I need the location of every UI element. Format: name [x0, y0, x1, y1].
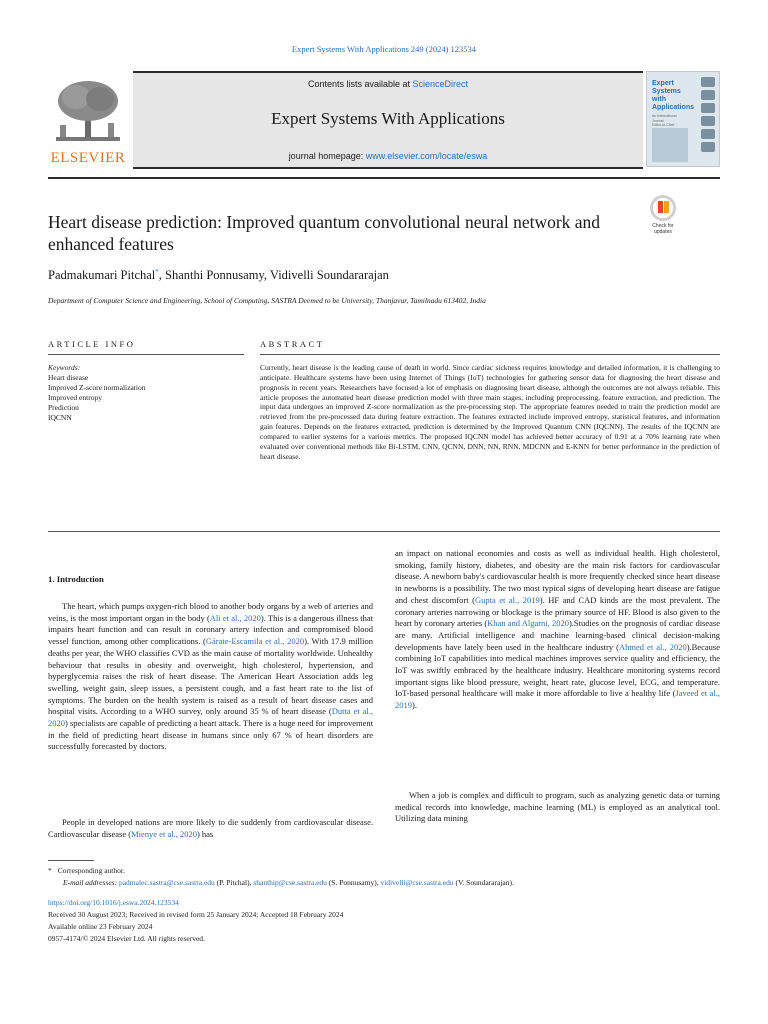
section-heading-introduction: 1. Introduction: [48, 574, 104, 584]
corresponding-author-mark[interactable]: *: [155, 268, 159, 276]
paragraph-text: ). This is a dangerous illness that impairs heart function and can result in coronary artery infection and compromised blood vessel function, among other complications. (: [48, 612, 374, 647]
body-paragraph: [48, 601, 373, 753]
keywords-title: Keywords:: [48, 363, 81, 372]
footnote-divider: [48, 860, 94, 861]
paragraph-text: ). With 17.9 million deaths per year, the WHO classifies CVD as the main cause of mortality worldwide. Unhealthy behaviour that results in obesity and overweight, high cholesterol, hypertension, and hyperglycemia raises the risk of heart disease. The American Heart Association adds leg swelling, weight gain, sleep issues, a persistent cough, and a fast heart rate to the list of symptoms. The burden on the health system is raised as a result of heart disease cases and hospital visits. According to a WHO survey, only around 35 % of heart disease (: [48, 636, 374, 717]
email-link[interactable]: shanthip@cse.sastra.edu: [253, 878, 327, 887]
citation-link[interactable]: Mienye et al., 2020: [131, 828, 197, 839]
received-dates: Received 30 August 2023; Received in revised form 25 January 2024; Accepted 18 February 2024: [48, 910, 344, 919]
author-list: Padmakumari Pitchal*, Shanthi Ponnusamy, Vidivelli Soundararajan: [48, 268, 389, 283]
elsevier-logo[interactable]: [48, 71, 128, 169]
abstract-text: Currently, heart disease is the leading cause of death in world. Since cardiac sickness requires knowledge and detailed information, it is challenging to anticipate. Healthcare systems have been using Internet of Things (IoT) technologies for gathering sensor data for diagnosing the heart disease and prognosis in recent years. Researchers have focused a lot of emphasis on diagnosing heart disease, although the outcomes are not always reliable. This article proposes the automated heart disease prediction model with three main stages, including preprocessing, feature extraction, and prediction. The input data undergoes an improved Z-score normalization as the pre-processing step. The appropriate features needed to train the prediction model are retrieved from the pre-processed data during feature extraction. The features extracted include improved entropy, statistical features, and information gain features. Depends on the features extracted, prediction is determined by the Improved Quantum CNN (IQCNN). The results of the IQCNN are compared to earlier systems for a various metrics. The proposed IQCNN model has achieved better accuracy of 0.91 at a 70% learning rate when evaluated over conventional methods like Bi-LSTM, CNN, QCNN, DNN, NN, RNN, MDCNN and E-KNN for better performance in the prediction of heart disease.: [260, 363, 720, 461]
keyword-item: Improved entropy: [48, 393, 102, 402]
article-title: Heart disease prediction: Improved quantum convolutional neural network and enhanced features: [48, 212, 601, 254]
abstract-rule: [260, 354, 720, 355]
available-online-date: Available online 23 February 2024: [48, 922, 153, 931]
corresponding-label: Corresponding author.: [57, 866, 125, 875]
citation-link[interactable]: Gupta et al., 2019: [474, 594, 540, 605]
abstract-heading: ABSTRACT: [260, 339, 325, 349]
abstract-bottom-rule: [48, 531, 720, 532]
check-for-updates-button[interactable]: [646, 195, 680, 235]
keywords-block: [48, 363, 145, 423]
contents-prefix: Contents lists available at: [307, 79, 413, 89]
paragraph-text: ) specialists are capable of predicting a heart attack. There is a huge need for improvement in the field of predicting heart disease in humans since only 67 % of heart disorders are successfully forecasted by doctors.: [48, 718, 373, 752]
paragraph-text: ).: [412, 700, 417, 711]
paragraph-text: ) has: [196, 828, 214, 839]
journal-reference-link[interactable]: Expert Systems With Applications 249 (2024) 123534: [291, 44, 477, 54]
body-paragraph: [48, 817, 373, 840]
keyword-item: Heart disease: [48, 373, 89, 382]
journal-cover-thumbnail[interactable]: [646, 71, 720, 167]
journal-header: [48, 71, 720, 169]
email-owner: (S. Ponnusamy),: [326, 878, 381, 887]
check-updates-label: Check for updates: [652, 223, 674, 235]
citation-link[interactable]: Dutta et al., 2020: [48, 706, 374, 729]
paragraph-text: When a job is complex and difficult to program, such as analyzing genetic data or turning medical records into knowledge, machine learning (ML) is employed as an analytical tool. Utilizing data mining: [395, 790, 720, 824]
footnote-block: [48, 865, 514, 889]
cover-subtitle: An International Journal Editor-in-Chief: [652, 114, 677, 127]
cover-title: Expert Systems with Applications: [652, 80, 695, 111]
email-line: [48, 877, 514, 889]
email-link[interactable]: vidivelli@cse.sastra.edu: [380, 878, 454, 887]
citation-link[interactable]: Ali et al., 2020: [209, 612, 261, 623]
article-info-heading: ARTICLE INFO: [48, 339, 136, 349]
journal-homepage-link[interactable]: www.elsevier.com/locate/eswa: [365, 151, 488, 161]
header-divider: [48, 177, 720, 179]
paragraph-text: The heart, which pumps oxygen-rich blood to another body organs by a web of arteries and veins, is the most important organ in the body (: [48, 601, 373, 623]
author-affiliation: Department of Computer Science and Engineering, School of Computing, SASTRA Deemed to be University, Thanjavur, Tamilnadu 613402, India: [48, 296, 486, 305]
citation-link[interactable]: Khan and Algarni, 2020: [487, 618, 569, 629]
author-name[interactable]: Shanthi Ponnusamy: [165, 268, 264, 283]
author-name[interactable]: Padmakumari Pitchal: [48, 268, 156, 283]
citation-link[interactable]: Ahmed et al., 2020: [618, 641, 687, 652]
keyword-item: Prediction: [48, 403, 79, 412]
citation-link[interactable]: Javeed et al., 2019: [395, 688, 720, 711]
cover-decoration: [699, 76, 717, 155]
footnote-star: *: [48, 866, 52, 875]
keyword-item: IQCNN: [48, 413, 72, 422]
email-owner: (P. Pitchal),: [214, 878, 254, 887]
sciencedirect-link[interactable]: ScienceDirect: [412, 79, 469, 89]
body-paragraph: [395, 790, 720, 825]
cover-image: [652, 128, 688, 162]
body-paragraph: [395, 548, 720, 712]
journal-banner: [133, 71, 643, 169]
article-info-rule: [48, 354, 244, 355]
email-owner: (V. Soundararajan).: [453, 878, 514, 887]
email-label: E-mail addresses:: [63, 878, 118, 887]
publisher-wordmark: ELSEVIER: [50, 150, 126, 166]
check-updates-icon: [650, 195, 676, 221]
elsevier-tree-icon: [52, 77, 124, 145]
keyword-item: Improved Z-score normalization: [48, 383, 146, 392]
paragraph-text: People in developed nations are more likely to die suddenly from cardiovascular disease. Cardiovascular disease (: [48, 817, 373, 839]
paragraph-text: ).Because combining IoT capabilities into medical machines improves service quality and efficiency, the IoT was swiftly embraced by the healthcare industry. Healthcare monitoring systems record important signs like blood pressure, weight, heart rate, glucose level, ECG, and temperature. IoT-based personal healthcare will make it more affordable to live a healthy life (: [395, 641, 720, 699]
paragraph-text: ).Studies on the prognosis of cardiac disease are many. Artificial intelligence and machine learning-based clinical decision-making developments have lately been used in the healthcare industry (: [395, 618, 720, 652]
doi-link[interactable]: https://doi.org/10.1016/j.eswa.2024.123534: [48, 898, 179, 907]
paragraph-text: ). HF and CAD kinds are the most prevalent. The coronary arteries narrowing or blockage is the primary source of HF. Blood is also given to the heart by coronary arteries (: [395, 594, 720, 629]
journal-title: Expert Systems With Applications: [271, 109, 505, 128]
email-link[interactable]: padmalec.sastra@cse.sastra.edu: [118, 878, 215, 887]
contents-line: [133, 79, 643, 89]
copyright-line: 0957-4174/© 2024 Elsevier Ltd. All rights reserved.: [48, 934, 205, 943]
article-metadata: [48, 897, 343, 945]
homepage-prefix: journal homepage:: [288, 151, 366, 161]
journal-homepage-line: [133, 151, 643, 161]
citation-link[interactable]: Gárate-Escamila et al., 2020: [205, 636, 305, 647]
author-name[interactable]: Vidivelli Soundararajan: [269, 268, 389, 283]
paragraph-text: an impact on national economies and costs as well as individual health. High cholesterol, smoking, family history, diabetes, and obesity are the main risk factors for cardiovascular disease. A newborn baby's cardiovascular health is more frequently checked since heart disease in newborns is a possibility. The two most typical signs of developing heart disease are fatigue and chest discomfort (: [395, 548, 720, 605]
corresponding-author-note: [48, 865, 514, 877]
